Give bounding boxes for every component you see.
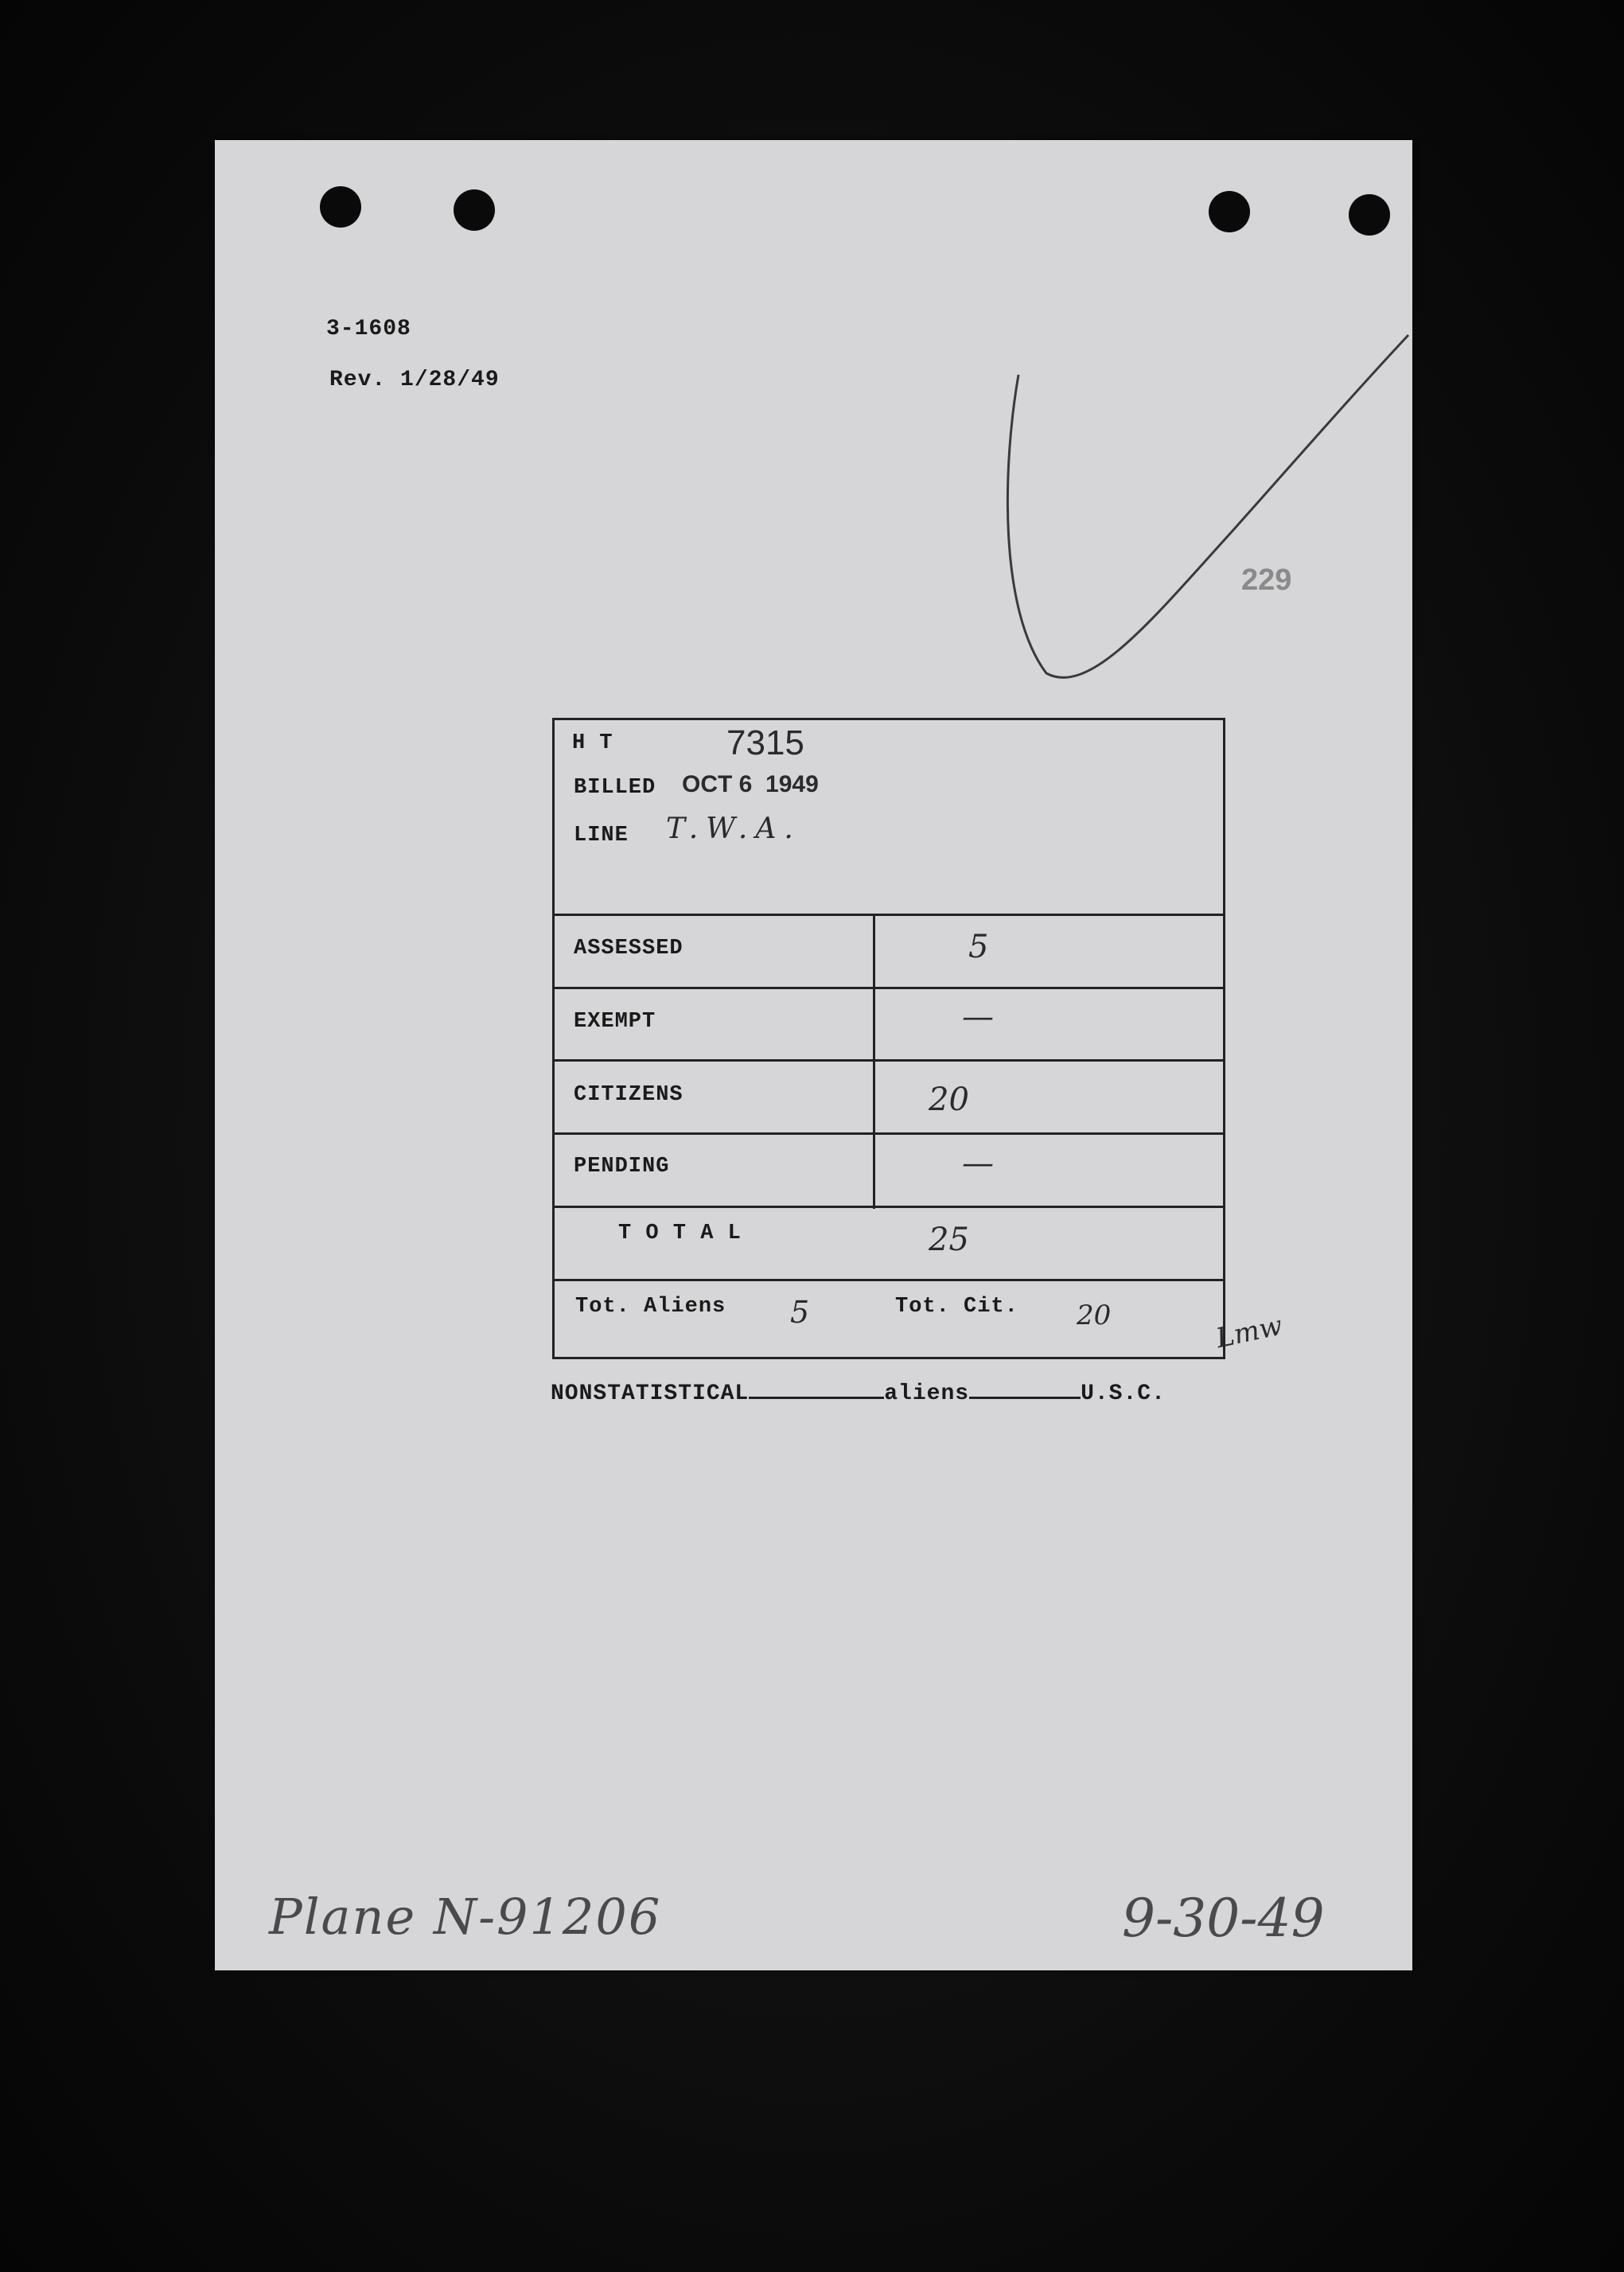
citizens-value: 20	[929, 1081, 969, 1118]
billed-label: BILLED	[574, 776, 656, 800]
assessed-label: ASSESSED	[574, 937, 683, 961]
nonstatistical-label: NONSTATISTICAL	[551, 1382, 750, 1406]
row-divider	[555, 1279, 1223, 1281]
nonstatistical-aliens-blank	[749, 1397, 884, 1399]
nonstatistical-line	[551, 1382, 1166, 1406]
punch-hole-2	[454, 189, 495, 231]
row-divider	[555, 1132, 1223, 1135]
row-divider	[555, 987, 1223, 989]
pending-label: PENDING	[574, 1155, 670, 1179]
ht-number: 7315	[726, 723, 804, 762]
plane-number: Plane N-91206	[269, 1888, 662, 1946]
total-citizens-value: 20	[1077, 1300, 1112, 1331]
total-aliens-value: 5	[790, 1295, 810, 1330]
total-label: T O T A L	[618, 1222, 742, 1245]
form-revision: Rev. 1/28/49	[329, 368, 500, 392]
row-divider	[555, 1206, 1223, 1208]
citizens-label: CITIZENS	[574, 1083, 683, 1107]
row-divider	[555, 1059, 1223, 1062]
column-divider	[873, 916, 875, 1209]
nonstatistical-usc-blank	[969, 1397, 1081, 1399]
total-citizens-label: Tot. Cit.	[895, 1295, 1018, 1319]
line-label: LINE	[574, 824, 629, 848]
exempt-label: EXEMPT	[574, 1010, 656, 1034]
document-page	[215, 140, 1412, 1970]
exempt-value: —	[962, 999, 994, 1035]
form-number: 3-1608	[326, 317, 411, 341]
total-value: 25	[929, 1222, 969, 1258]
page-number: 229	[1241, 563, 1292, 597]
row-divider	[555, 914, 1223, 916]
clerk-initials: Lmw	[1213, 1309, 1286, 1355]
punch-hole-4	[1349, 194, 1390, 236]
aliens-label: aliens	[884, 1382, 970, 1406]
airline-name: T.W.A.	[666, 813, 801, 845]
pending-value: —	[962, 1145, 994, 1182]
punch-hole-1	[320, 186, 361, 228]
punch-hole-3	[1209, 191, 1250, 232]
flight-date: 9-30-49	[1122, 1888, 1325, 1949]
check-mark-icon	[995, 236, 1408, 745]
billed-date-stamp: OCT 6 1949	[682, 771, 819, 797]
usc-label: U.S.C.	[1081, 1382, 1166, 1406]
manifest-form-table	[552, 718, 1225, 1359]
ht-label: H T	[572, 731, 613, 755]
total-aliens-label: Tot. Aliens	[575, 1295, 726, 1319]
assessed-value: 5	[968, 929, 989, 965]
